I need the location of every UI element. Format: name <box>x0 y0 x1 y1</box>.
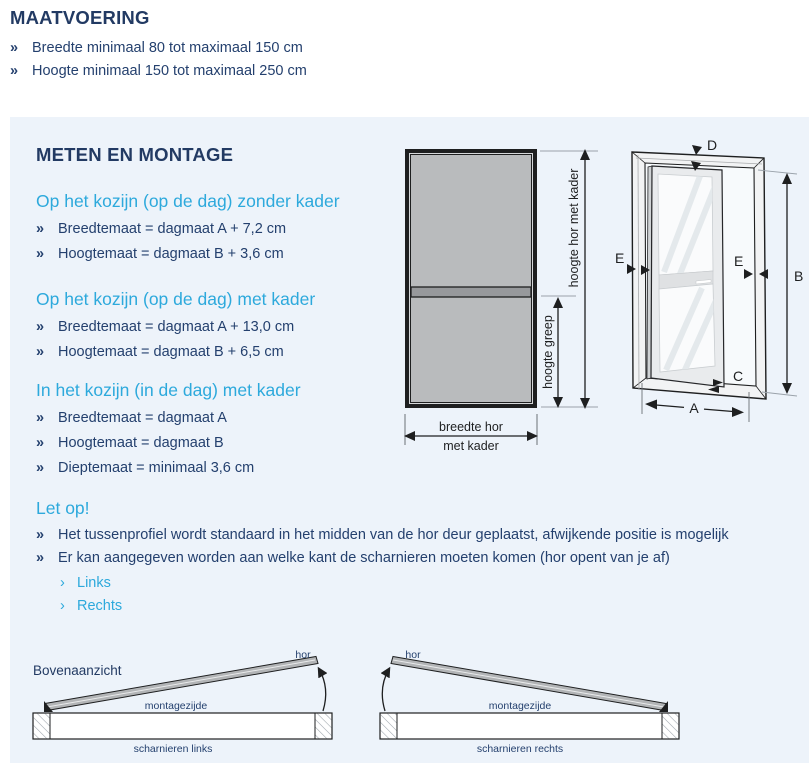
open-door-leaf <box>647 166 724 387</box>
label-e-right: E <box>734 253 744 269</box>
note-let-op <box>36 497 786 617</box>
list-item-text: Dieptemaat = minimaal 3,6 cm <box>58 460 255 476</box>
list-item-text: Breedtemaat = dagmaat A + 7,2 cm <box>58 221 287 237</box>
section-zonder-kader <box>36 190 391 267</box>
hor-label: hor <box>295 649 311 661</box>
list-item <box>36 242 391 267</box>
section-heading: Op het kozijn (op de dag) met kader <box>36 289 316 309</box>
sub-bullet-marker: › <box>60 597 65 614</box>
hinge-side-options <box>60 572 786 617</box>
bullet-marker: » <box>36 550 45 566</box>
top-view-right-diagram <box>372 645 690 757</box>
label-e-left: E <box>615 250 625 266</box>
maatvoering-section <box>10 5 610 83</box>
section-met-kader-indedag <box>36 379 391 481</box>
bullet-marker: » <box>36 460 45 476</box>
link-rechts[interactable] <box>60 595 786 618</box>
height-total-arrow <box>580 149 590 409</box>
list-item <box>36 340 391 365</box>
swing-arrow <box>319 669 326 711</box>
height-grip-label: hoogte greep <box>541 315 555 389</box>
mount-side-label: montagezijde <box>144 700 208 712</box>
panel-title: METEN EN MONTAGE <box>36 144 234 165</box>
section-heading: Op het kozijn (op de dag) zonder kader <box>36 191 340 211</box>
height-total-label: hoogte hor met kader <box>567 168 581 288</box>
label-d: D <box>707 137 718 153</box>
list-item <box>36 431 391 456</box>
section-met-kader-opdedag <box>36 288 391 365</box>
width-label-line1: breedte hor <box>439 420 503 434</box>
maatvoering-bullets <box>10 37 610 83</box>
list-item-text: Het tussenprofiel wordt standaard in het midden van de hor deur geplaatst, afwijkende positie is mogelijk <box>58 527 729 543</box>
list-item-text: Hoogtemaat = dagmaat B + 3,6 cm <box>58 246 284 262</box>
bullet-marker: » <box>36 435 45 451</box>
top-view-title: Bovenaanzicht <box>33 663 122 678</box>
note-heading: Let op! <box>36 498 90 518</box>
list-item-text: Hoogte minimaal 150 tot maximaal 250 cm <box>32 63 307 79</box>
bullet-marker: » <box>10 40 19 56</box>
bullet-marker: » <box>36 527 45 543</box>
bullet-marker: » <box>36 246 45 262</box>
width-label-line2: met kader <box>443 439 499 453</box>
list-item <box>36 315 391 340</box>
list-item-text: Breedte minimaal 80 tot maximaal 150 cm <box>32 40 303 56</box>
hor-label: hor <box>405 649 421 661</box>
list-item <box>10 37 610 60</box>
link-label: Rechts <box>77 597 123 614</box>
bullet-marker: » <box>36 319 45 335</box>
caption-scharnieren-rechts: scharnieren rechts <box>476 743 564 755</box>
list-item <box>36 406 391 431</box>
list-item-text: Hoogtemaat = dagmaat B + 6,5 cm <box>58 344 284 360</box>
label-c: C <box>733 368 744 384</box>
caption-scharnieren-links: scharnieren links <box>133 743 213 755</box>
bullet-marker: » <box>36 344 45 360</box>
list-item <box>36 217 391 242</box>
list-item-text: Hoogtemaat = dagmaat B <box>58 435 224 451</box>
label-b: B <box>794 268 804 284</box>
list-item-text: Er kan aangegeven worden aan welke kant de scharnieren moeten komen (hor opent van je af) <box>58 550 670 566</box>
link-links[interactable] <box>60 572 786 595</box>
label-a: A <box>689 400 699 416</box>
b-arrow <box>782 173 792 394</box>
list-item-text: Breedtemaat = dagmaat A <box>58 410 227 426</box>
list-item <box>36 524 786 547</box>
top-view-left-diagram <box>25 645 345 757</box>
frame-perspective-diagram <box>605 130 809 422</box>
wall-right <box>380 713 679 739</box>
door-front-diagram <box>393 135 605 460</box>
swing-arrow <box>382 669 389 711</box>
bullet-marker: » <box>10 63 19 79</box>
mount-side-label: montagezijde <box>488 700 552 712</box>
list-item-text: Breedtemaat = dagmaat A + 13,0 cm <box>58 319 295 335</box>
list-item <box>36 547 786 570</box>
tussenprofiel-bar <box>411 287 531 297</box>
bullet-marker: » <box>36 410 45 426</box>
door-front-drawing <box>405 149 537 408</box>
list-item <box>36 456 391 481</box>
link-label: Links <box>77 575 111 591</box>
page-title: MAATVOERING <box>10 7 150 28</box>
list-item <box>10 60 610 83</box>
section-heading: In het kozijn (in de dag) met kader <box>36 380 301 400</box>
wall-left <box>33 713 332 739</box>
bullet-marker: » <box>36 221 45 237</box>
sub-bullet-marker: › <box>60 575 65 591</box>
